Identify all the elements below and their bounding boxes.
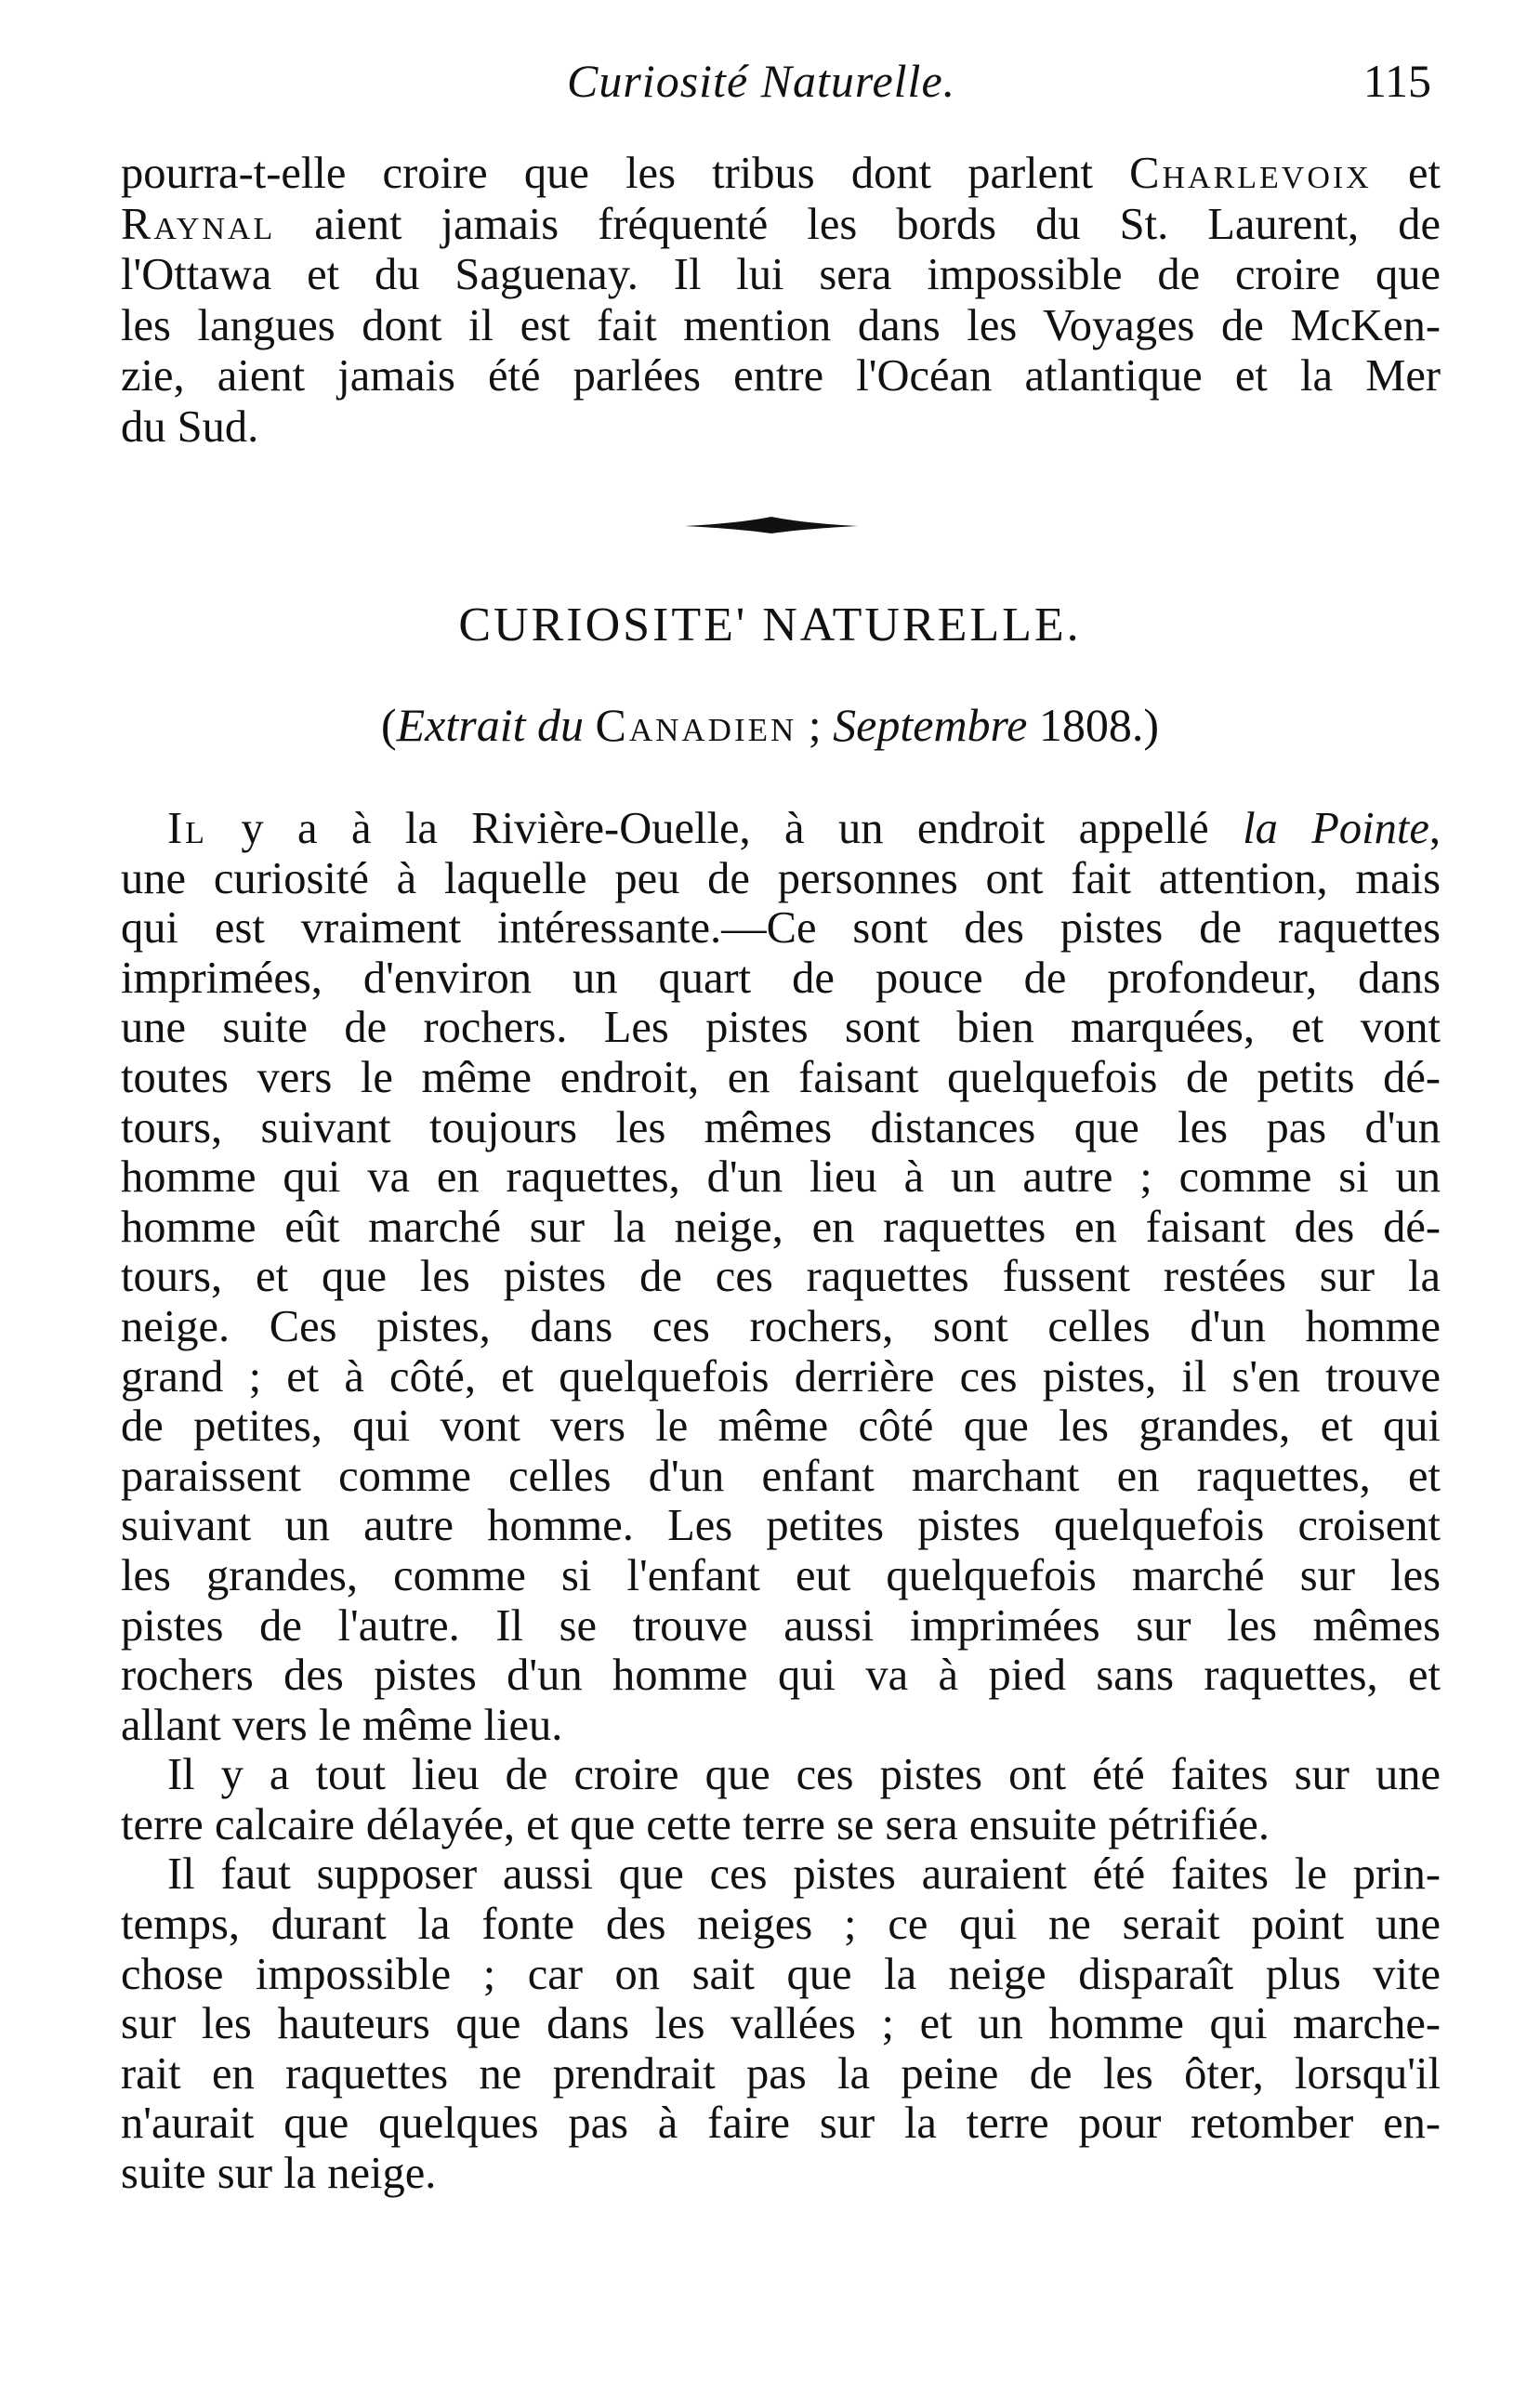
text-run: et [1371, 149, 1441, 198]
text-line [121, 1849, 1441, 1900]
text-line [121, 1003, 1441, 1053]
text-line [121, 1452, 1441, 1502]
text-run: temps, durant la fonte des neiges ; ce qui ne serait point une [121, 1900, 1441, 1950]
text-line [121, 2049, 1441, 2099]
text-run: les langues dont il est fait mention dans les Voyages de McKen- [121, 300, 1441, 350]
text-line [121, 149, 1441, 200]
source-extrait: Extrait du [396, 699, 584, 751]
intro-paragraph [121, 149, 1441, 453]
article-heading: CURIOSITE' NATURELLE. [458, 599, 1082, 651]
text-run: l'Ottawa et du Saguenay. Il lui sera impossible de croire que [121, 250, 1441, 299]
text-run: , [1428, 804, 1441, 853]
text-run: paraissent comme celles d'un enfant marchant en raquettes, et [121, 1451, 1441, 1501]
source-separator: ; [796, 699, 834, 751]
small-caps-name: Il [167, 804, 207, 853]
source-journal: Canadien [595, 699, 797, 751]
text-line [121, 1302, 1441, 1352]
small-caps-name: Charlevoix [1129, 149, 1372, 198]
text-run: pourra-t-elle croire que les tribus dont parlent [121, 149, 1130, 198]
text-run: rochers des pistes d'un homme qui va à pied sans raquettes, et [121, 1651, 1441, 1701]
text-line [121, 854, 1441, 904]
text-line [121, 1203, 1441, 1253]
source-date: Septembre [833, 699, 1028, 751]
text-line [121, 402, 1441, 454]
text-line [121, 200, 1441, 251]
text-run: sur les hauteurs que dans les vallées ; et un homme qui marche- [121, 1999, 1441, 2049]
text-run: Il y a tout lieu de croire que ces pistes ont été faites sur une [167, 1750, 1441, 1800]
text-run: rait en raquettes ne prendrait pas la peine de les ôter, lorsqu'il [121, 2048, 1441, 2099]
text-line [121, 1900, 1441, 1950]
text-line [121, 1601, 1441, 1651]
running-title: Curiosité Naturelle. [567, 55, 956, 107]
text-run: n'aurait que quelques pas à faire sur la terre pour retomber en- [121, 2099, 1441, 2149]
text-line [121, 1701, 1441, 1751]
text-run: du Sud. [121, 401, 259, 452]
text-run: chose impossible ; car on sait que la neige disparaît plus vite [121, 1949, 1441, 1999]
text-line [121, 351, 1441, 402]
text-run: toutes vers le même endroit, en faisant quelquefois de petits dé- [121, 1052, 1441, 1102]
italic-term: la Pointe [1243, 804, 1429, 853]
text-line [121, 1252, 1441, 1302]
small-caps-name: Raynal [121, 199, 276, 249]
text-line [121, 954, 1441, 1004]
text-run: suivant un autre homme. Les petites pistes quelquefois croisent [121, 1501, 1441, 1551]
text-run: qui est vraiment intéressante.—Ce sont des pistes de raquettes [121, 903, 1441, 954]
text-line [121, 804, 1441, 854]
source-close-paren: ) [1143, 699, 1160, 751]
text-line [121, 1103, 1441, 1153]
text-run: homme qui va en raquettes, d'un lieu à un autre ; comme si un [121, 1152, 1441, 1203]
text-run: tours, suivant toujours les mêmes distances que les pas d'un [121, 1102, 1441, 1152]
text-line [121, 1999, 1441, 2049]
text-run: suite sur la neige. [121, 2149, 437, 2199]
text-run: allant vers le même lieu. [121, 1700, 563, 1750]
text-run: aient jamais fréquenté les bords du St. Laurent, de [275, 199, 1441, 249]
text-line [121, 1551, 1441, 1601]
text-line [121, 1800, 1441, 1850]
text-run: neige. Ces pistes, dans ces rochers, sont celles d'un homme [121, 1301, 1441, 1351]
text-run: y a à la Rivière-Ouelle, à un endroit appellé [206, 804, 1244, 853]
text-line [121, 1352, 1441, 1402]
text-run: les grandes, comme si l'enfant eut quelquefois marché sur les [121, 1550, 1441, 1600]
divider-ornament-icon [683, 511, 860, 539]
text-run: imprimées, d'environ un quart de pouce de profondeur, dans [121, 953, 1441, 1003]
source-year: 1808. [1038, 699, 1144, 751]
text-line [121, 1501, 1441, 1551]
text-line [121, 1750, 1441, 1800]
article-source [0, 692, 1540, 757]
page-number: 115 [1362, 55, 1431, 107]
text-line [121, 903, 1441, 954]
running-head [121, 48, 1431, 113]
text-line [121, 1152, 1441, 1203]
source-open-paren: ( [380, 699, 397, 751]
text-line [121, 2149, 1441, 2199]
article-body [121, 804, 1441, 2199]
text-run: Il faut supposer aussi que ces pistes auraient été faites le prin- [167, 1849, 1441, 1900]
text-line [121, 1401, 1441, 1452]
text-run: pistes de l'autre. Il se trouve aussi imprimées sur les mêmes [121, 1600, 1441, 1651]
text-line [121, 250, 1441, 301]
text-line [121, 1950, 1441, 2000]
text-line [121, 301, 1441, 352]
text-run: zie, aient jamais été parlées entre l'Océan atlantique et la Mer [121, 351, 1441, 401]
text-run: une suite de rochers. Les pistes sont bien marquées, et vont [121, 1003, 1441, 1053]
text-run: grand ; et à côté, et quelquefois derrière ces pistes, il s'en trouve [121, 1351, 1441, 1401]
text-line [121, 1053, 1441, 1103]
text-run: de petites, qui vont vers le même côté que les grandes, et qui [121, 1401, 1441, 1452]
text-run: tours, et que les pistes de ces raquettes fussent restées sur la [121, 1252, 1441, 1302]
text-line [121, 1651, 1441, 1701]
text-run: terre calcaire délayée, et que cette terre se sera ensuite pétrifiée. [121, 1799, 1270, 1849]
text-run: homme eût marché sur la neige, en raquettes en faisant des dé- [121, 1202, 1441, 1252]
text-line [121, 2099, 1441, 2149]
text-run: une curiosité à laquelle peu de personnes ont fait attention, mais [121, 853, 1441, 903]
